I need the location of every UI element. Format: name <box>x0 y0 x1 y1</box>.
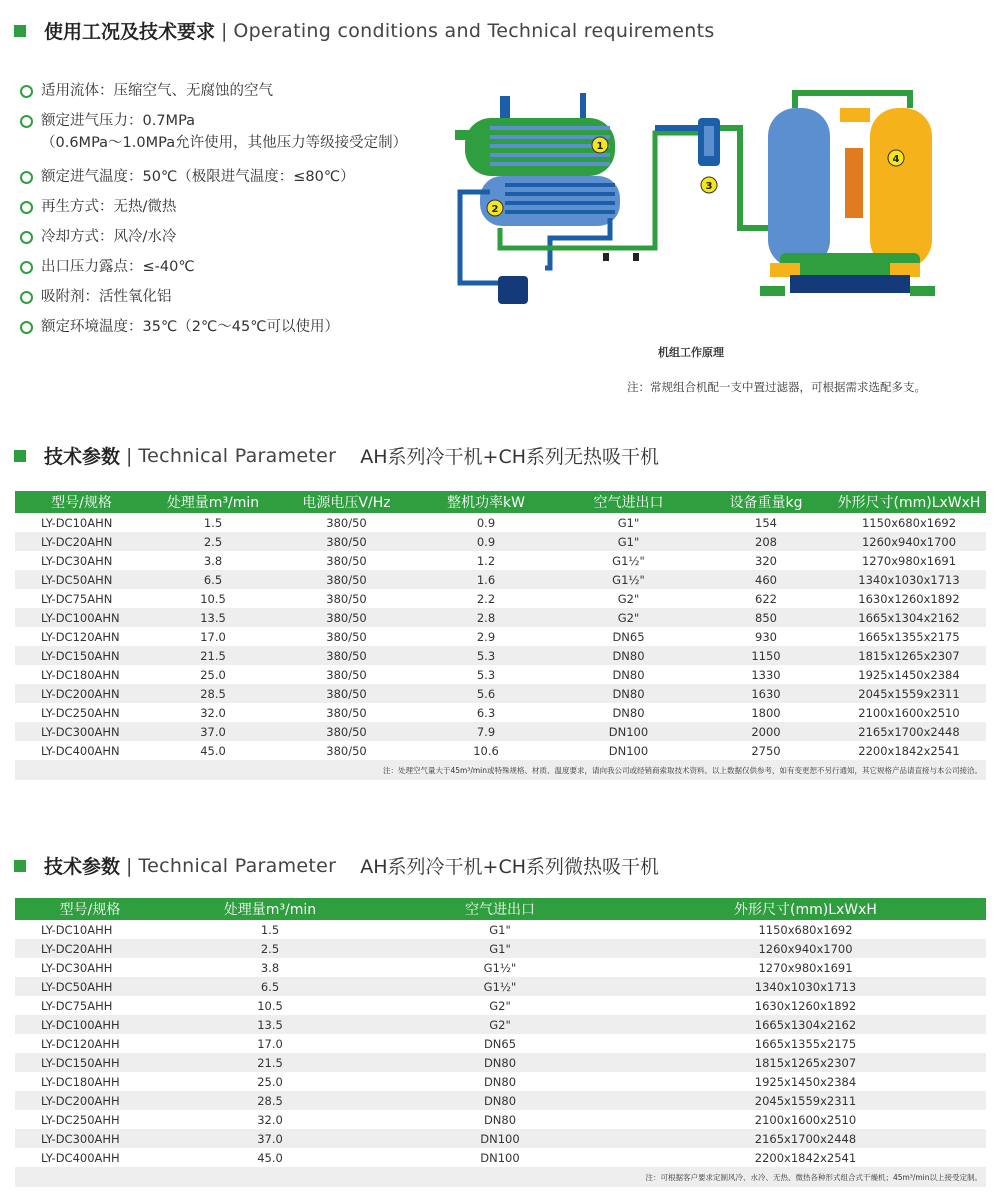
cell-model: LY-DC300AHN <box>15 722 148 741</box>
cell-voltage: 380/50 <box>326 705 367 720</box>
cell-dimensions: 1340x1030x1713 <box>625 977 986 996</box>
cell-voltage: 380/50 <box>326 553 367 568</box>
header-dimensions: 外形尺寸(mm)LxWxH <box>832 491 986 513</box>
section-title-divider: | <box>126 444 133 467</box>
cell-connection: DN100 <box>375 1129 625 1148</box>
cell-dimensions: 1630x1260x1892 <box>754 998 857 1013</box>
table-row <box>15 1072 986 1091</box>
cell-connection: G1" <box>489 922 511 937</box>
cell-capacity: 1.5 <box>203 515 223 530</box>
working-principle-diagram <box>450 88 940 313</box>
cell-capacity: 13.5 <box>165 1015 375 1034</box>
cell-dimensions: 1630x1260x1892 <box>858 591 960 606</box>
cell-dimensions: 2045x1559x2311 <box>832 684 986 703</box>
cell-dimensions: 1150x680x1692 <box>758 922 853 937</box>
cell-dimensions: 1260x940x1700 <box>832 532 986 551</box>
table-row <box>15 1148 986 1167</box>
cell-model: LY-DC180AHN <box>41 667 120 682</box>
cell-connection: DN100 <box>480 1150 520 1165</box>
cell-power: 0.9 <box>476 515 496 530</box>
cell-connection: DN100 <box>557 722 700 741</box>
marker-2-label: 2 <box>491 204 499 215</box>
cell-connection: G1" <box>375 939 625 958</box>
cell-capacity: 3.8 <box>260 960 280 975</box>
cell-model: LY-DC400AHH <box>41 1150 120 1165</box>
cell-power: 6.3 <box>476 705 496 720</box>
section-title-cn: 技术参数 <box>44 446 121 468</box>
header-connection: 空气进出口 <box>375 898 625 920</box>
cell-capacity: 2.5 <box>165 939 375 958</box>
cell-model: LY-DC10AHN <box>41 515 113 530</box>
cell-model: LY-DC250AHH <box>41 1112 120 1127</box>
cell-weight: 1630 <box>700 684 832 703</box>
cell-capacity: 6.5 <box>165 977 375 996</box>
section-subtitle: AH系列冷干机+CH系列微热吸干机 <box>360 856 660 878</box>
cell-model: LY-DC120AHN <box>41 629 120 644</box>
cell-connection: DN80 <box>612 705 645 720</box>
cell-voltage: 380/50 <box>278 646 415 665</box>
cell-model: LY-DC30AHN <box>41 553 113 568</box>
header-power: 整机功率kW <box>415 491 557 513</box>
condition-item <box>20 316 407 342</box>
cell-capacity: 21.5 <box>165 1053 375 1072</box>
table-row <box>15 1129 986 1148</box>
cell-dimensions: 1665x1355x2175 <box>858 629 960 644</box>
cell-connection: G2" <box>617 591 640 606</box>
blue-tower-shape <box>768 108 830 268</box>
cell-model: LY-DC150AHH <box>15 1053 165 1072</box>
cell-capacity: 25.0 <box>257 1074 283 1089</box>
cell-dimensions: 1340x1030x1713 <box>832 570 986 589</box>
section-title-en: Technical Parameter <box>138 854 337 877</box>
cell-model: LY-DC50AHH <box>15 977 165 996</box>
cell-capacity: 37.0 <box>148 722 278 741</box>
cell-capacity: 25.0 <box>200 667 226 682</box>
header-model: 型号/规格 <box>15 898 165 920</box>
cell-model: LY-DC200AHN <box>15 684 148 703</box>
cell-model: LY-DC50AHN <box>15 570 148 589</box>
cell-power: 2.2 <box>476 591 496 606</box>
cell-weight: 154 <box>755 515 777 530</box>
condition-item <box>20 256 407 282</box>
circle-bullet-icon <box>20 85 33 98</box>
table-row <box>15 1015 986 1034</box>
cell-weight: 622 <box>755 591 777 606</box>
cell-model: LY-DC20AHH <box>15 939 165 958</box>
cell-voltage: 380/50 <box>278 608 415 627</box>
section-title-en: Technical Parameter <box>138 444 337 467</box>
cell-connection: DN100 <box>608 743 649 758</box>
cell-capacity: 10.5 <box>200 591 226 606</box>
table-row <box>15 551 986 570</box>
square-bullet-icon <box>14 860 26 872</box>
cell-capacity: 2.5 <box>148 532 278 551</box>
cell-weight: 1800 <box>751 705 781 720</box>
cell-weight: 460 <box>700 570 832 589</box>
cell-voltage: 380/50 <box>326 629 367 644</box>
cell-model: LY-DC180AHH <box>41 1074 120 1089</box>
cell-connection: DN80 <box>483 1112 517 1127</box>
cell-dimensions: 1665x1304x2162 <box>832 608 986 627</box>
cell-connection: G2" <box>375 1015 625 1034</box>
cell-connection: DN65 <box>483 1036 517 1051</box>
table-row <box>15 570 986 589</box>
cell-connection: DN80 <box>557 646 700 665</box>
cell-power: 1.6 <box>415 570 557 589</box>
cell-dimensions: 1150x680x1692 <box>861 515 957 530</box>
cell-connection: G1½" <box>612 553 645 568</box>
circle-bullet-icon <box>20 291 33 304</box>
cell-model: LY-DC30AHH <box>41 960 113 975</box>
condition-item <box>20 226 407 252</box>
cell-connection: DN80 <box>375 1053 625 1072</box>
cell-connection: DN80 <box>612 667 645 682</box>
yellow-tower-shape <box>870 108 932 268</box>
cell-weight: 208 <box>700 532 832 551</box>
cell-voltage: 380/50 <box>326 667 367 682</box>
cell-voltage: 380/50 <box>326 743 367 758</box>
condition-text: 再生方式：无热/微热 <box>41 199 177 215</box>
section-title-cn: 使用工况及技术要求 <box>44 21 216 43</box>
header-capacity: 处理量m³/min <box>165 898 375 920</box>
cell-model: LY-DC300AHH <box>15 1129 165 1148</box>
cell-capacity: 32.0 <box>257 1112 283 1127</box>
circle-bullet-icon <box>20 321 33 334</box>
condition-item <box>20 80 407 106</box>
section-title-parameter-1 <box>14 442 659 469</box>
cell-connection: G1" <box>557 532 700 551</box>
header-voltage: 电源电压V/Hz <box>278 491 415 513</box>
header-dimensions: 外形尺寸(mm)LxWxH <box>625 898 986 920</box>
condition-text: 冷却方式：风冷/水冷 <box>41 229 177 245</box>
table-row <box>15 608 986 627</box>
cell-capacity: 45.0 <box>257 1150 283 1165</box>
diagram-note: 注：常规组合机配一支中置过滤器，可根据需求选配多支。 <box>627 380 926 394</box>
condition-item <box>20 166 407 192</box>
cell-voltage: 380/50 <box>278 570 415 589</box>
cell-capacity: 37.0 <box>165 1129 375 1148</box>
cell-voltage: 380/50 <box>278 684 415 703</box>
square-bullet-icon <box>14 450 26 462</box>
cell-dimensions: 2100x1600x2510 <box>858 705 960 720</box>
cell-model: LY-DC250AHN <box>41 705 120 720</box>
cell-dimensions: 1925x1450x2384 <box>858 667 960 682</box>
table-row <box>15 589 986 608</box>
table-header-row <box>15 491 986 513</box>
cell-dimensions: 1815x1265x2307 <box>625 1053 986 1072</box>
cell-weight: 1150 <box>700 646 832 665</box>
table-row <box>15 939 986 958</box>
table-row <box>15 627 986 646</box>
table-row <box>15 920 986 939</box>
table-row <box>15 684 986 703</box>
section-subtitle: AH系列冷干机+CH系列无热吸干机 <box>360 446 660 468</box>
cell-capacity: 10.5 <box>257 998 283 1013</box>
cell-power: 1.2 <box>476 553 496 568</box>
cell-weight: 930 <box>755 629 777 644</box>
condition-item <box>20 110 407 162</box>
parameter-table-ch-microheat <box>15 898 986 1187</box>
table-header-row <box>15 898 986 920</box>
cell-dimensions: 2200x1842x2541 <box>858 743 960 758</box>
cell-weight: 320 <box>755 553 777 568</box>
marker-4-label: 4 <box>892 154 900 165</box>
cell-power: 5.3 <box>415 646 557 665</box>
marker-3-label: 3 <box>705 181 713 192</box>
table-row <box>15 665 986 684</box>
cell-dimensions: 2165x1700x2448 <box>625 1129 986 1148</box>
circle-bullet-icon <box>20 171 33 184</box>
cell-model: LY-DC100AHN <box>15 608 148 627</box>
cell-voltage: 380/50 <box>326 515 367 530</box>
table-row <box>15 977 986 996</box>
table-note: 注：可根据客户要求定制风冷、水冷、无热、微热各种形式组合式干燥机；45m³/min以上接受定制。 <box>15 1167 986 1187</box>
header-model: 型号/规格 <box>15 491 148 513</box>
cell-model: LY-DC120AHH <box>41 1036 120 1051</box>
parameter-table-ch <box>15 491 986 780</box>
section-title-divider: | <box>126 854 133 877</box>
cell-dimensions: 2165x1700x2448 <box>832 722 986 741</box>
circle-bullet-icon <box>20 231 33 244</box>
circle-bullet-icon <box>20 261 33 274</box>
cell-power: 2.9 <box>476 629 496 644</box>
condition-text: 额定环境温度：35℃（2℃～45℃可以使用） <box>41 319 339 335</box>
cell-power: 5.6 <box>415 684 557 703</box>
cell-dimensions: 1925x1450x2384 <box>754 1074 857 1089</box>
cell-capacity: 21.5 <box>148 646 278 665</box>
section-title-operating <box>14 17 715 44</box>
cell-capacity: 13.5 <box>148 608 278 627</box>
table-note-row <box>15 760 986 780</box>
cell-dimensions: 2100x1600x2510 <box>754 1112 857 1127</box>
table-row <box>15 741 986 760</box>
cell-connection: G1" <box>617 515 640 530</box>
cell-capacity: 32.0 <box>200 705 226 720</box>
cell-dimensions: 1260x940x1700 <box>625 939 986 958</box>
cell-weight: 1330 <box>751 667 781 682</box>
cell-dimensions: 2045x1559x2311 <box>625 1091 986 1110</box>
cell-model: LY-DC200AHH <box>15 1091 165 1110</box>
condition-item <box>20 196 407 222</box>
table-note: 注：处理空气量大于45m³/min或特殊规格、材质、温度要求，请向我公司或经销商索取技术资料。以上数据仅供参考，如有变更恕不另行通知，其它规格产品请直接与本公司接洽。 <box>15 760 986 780</box>
table-row <box>15 722 986 741</box>
cell-capacity: 6.5 <box>148 570 278 589</box>
cell-voltage: 380/50 <box>326 591 367 606</box>
cell-dimensions: 1815x1265x2307 <box>832 646 986 665</box>
section-title-divider: | <box>221 19 228 42</box>
cell-model: LY-DC100AHH <box>15 1015 165 1034</box>
cell-model: LY-DC75AHH <box>41 998 113 1013</box>
cell-model: LY-DC10AHH <box>41 922 113 937</box>
cell-power: 10.6 <box>473 743 499 758</box>
cell-capacity: 45.0 <box>200 743 226 758</box>
cell-voltage: 380/50 <box>278 722 415 741</box>
cell-model: LY-DC400AHN <box>41 743 120 758</box>
table-row <box>15 1053 986 1072</box>
square-bullet-icon <box>14 25 26 37</box>
circle-bullet-icon <box>20 201 33 214</box>
table-row <box>15 1091 986 1110</box>
section-title-parameter-2 <box>14 852 659 879</box>
table-row <box>15 1110 986 1129</box>
header-weight: 设备重量kg <box>700 491 832 513</box>
cell-weight: 2750 <box>751 743 781 758</box>
cell-dimensions: 1665x1304x2162 <box>625 1015 986 1034</box>
cell-connection: G2" <box>489 998 511 1013</box>
cell-power: 0.9 <box>415 532 557 551</box>
table-row <box>15 532 986 551</box>
marker-1-label: 1 <box>596 141 604 152</box>
cell-connection: G1½" <box>375 977 625 996</box>
cell-dimensions: 2200x1842x2541 <box>754 1150 857 1165</box>
cell-power: 5.3 <box>476 667 496 682</box>
table-row <box>15 703 986 722</box>
table-row <box>15 646 986 665</box>
cell-model: LY-DC20AHN <box>15 532 148 551</box>
header-capacity: 处理量m³/min <box>148 491 278 513</box>
cell-capacity: 28.5 <box>165 1091 375 1110</box>
cell-capacity: 17.0 <box>200 629 226 644</box>
table-row <box>15 1034 986 1053</box>
table-row <box>15 958 986 977</box>
table-note-row <box>15 1167 986 1187</box>
condition-text: 吸附剂：活性氧化铝 <box>41 289 172 305</box>
cell-power: 2.8 <box>415 608 557 627</box>
cell-weight: 2000 <box>700 722 832 741</box>
cell-connection: G1½" <box>557 570 700 589</box>
circle-bullet-icon <box>20 115 33 128</box>
cell-dimensions: 1270x980x1691 <box>861 553 957 568</box>
header-connection: 空气进出口 <box>557 491 700 513</box>
cell-connection: DN80 <box>375 1091 625 1110</box>
conditions-list <box>20 80 407 346</box>
condition-text: 出口压力露点：≤-40℃ <box>41 259 195 275</box>
cell-capacity: 1.5 <box>260 922 280 937</box>
section-title-en: Operating conditions and Technical requirements <box>233 19 715 42</box>
cell-connection: DN80 <box>557 684 700 703</box>
cell-weight: 850 <box>700 608 832 627</box>
table-row <box>15 513 986 532</box>
condition-text: 适用流体：压缩空气、无腐蚀的空气 <box>41 83 273 99</box>
compressor-shape <box>498 276 528 304</box>
condition-text: 额定进气压力：0.7MPa <box>41 113 196 129</box>
cell-connection: G2" <box>557 608 700 627</box>
cell-model: LY-DC150AHN <box>15 646 148 665</box>
cell-connection: G1½" <box>483 960 517 975</box>
diagram-caption: 机组工作原理 <box>658 346 724 359</box>
cell-voltage: 380/50 <box>278 532 415 551</box>
cell-capacity: 3.8 <box>203 553 223 568</box>
condition-subtext: （0.6MPa～1.0MPa允许使用，其他压力等级接受定制） <box>41 135 408 151</box>
cell-dimensions: 1665x1355x2175 <box>754 1036 857 1051</box>
cell-connection: DN65 <box>612 629 645 644</box>
cell-capacity: 17.0 <box>257 1036 283 1051</box>
cell-power: 7.9 <box>415 722 557 741</box>
cell-model: LY-DC75AHN <box>41 591 113 606</box>
section-title-cn: 技术参数 <box>44 856 121 878</box>
cell-connection: DN80 <box>483 1074 517 1089</box>
condition-text: 额定进气温度：50℃（极限进气温度：≤80℃） <box>41 169 355 185</box>
condition-item <box>20 286 407 312</box>
table-row <box>15 996 986 1015</box>
cell-dimensions: 1270x980x1691 <box>758 960 853 975</box>
cell-capacity: 28.5 <box>148 684 278 703</box>
